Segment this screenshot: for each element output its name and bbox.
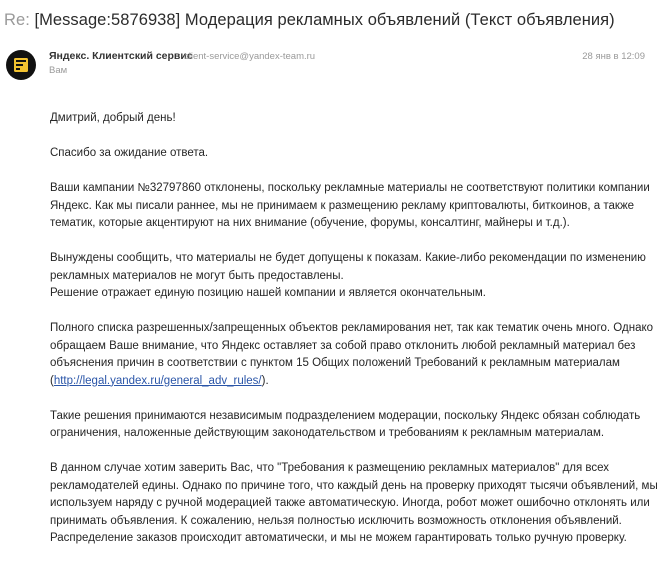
paragraph-line: Вынуждены сообщить, что материалы не будет допущены к показам. Какие-либо рекомендации по изменению bbox=[50, 252, 646, 264]
message-subject bbox=[4, 11, 615, 30]
paragraph-line: Такие решения принимаются независимым подразделением модерации, поскольку Яндекс обязан соблюдать bbox=[50, 409, 641, 422]
paragraph-line: Распределение заказов происходит автоматически, и мы не можем гарантировать только ручную проверку. bbox=[50, 532, 627, 544]
paragraph-line: используем наряду с ручной модерацией также автоматическую. Иногда, робот может ошибочно отклонять или bbox=[50, 497, 650, 509]
paragraph-line: Ваши кампании №32797860 отклонены, поскольку рекламные материалы не соответствуют политики компании bbox=[50, 182, 650, 194]
greeting: Дмитрий, добрый день! bbox=[50, 112, 176, 124]
paragraph-line bbox=[50, 373, 650, 391]
paragraph-line: ограничения, наложенные действующим законодательством и требованиям к рекламным материалам. bbox=[50, 427, 605, 439]
paragraph-line: тематик, которые акцентируют на них внимание (обучение, форумы, консалтинг, майнеры и т.д.). bbox=[50, 217, 570, 229]
sender-name[interactable]: Яндекс. Клиентский сервис bbox=[49, 50, 193, 62]
paragraph-decision bbox=[50, 250, 650, 303]
paragraph-line: Яндекс. Как мы писали раннее, мы не принимаем к размещению рекламу криптовалюты, биткоинов, а также bbox=[50, 199, 635, 212]
paragraph-assurance bbox=[50, 460, 658, 548]
subject-prefix: Re: bbox=[4, 11, 30, 29]
paragraph-line: рекламных материалов не могут быть предоставлены. bbox=[50, 269, 344, 282]
paragraph-rules bbox=[50, 320, 654, 390]
paragraph-line: Решение отражает единую позицию нашей компании и является окончательным. bbox=[50, 287, 486, 299]
rules-link[interactable]: http://legal.yandex.ru/general_adv_rules/ bbox=[53, 374, 262, 387]
paragraph-line: объяснения причин в соответствии с пунктом 15 Общих положений Требований к рекламным материалам bbox=[50, 357, 620, 369]
paragraph-line: рекламодателей едины. Однако по причине того, что каждый день на проверку приходят тысячи объявлений, мы bbox=[50, 479, 658, 492]
paragraph-line: обращаем Ваше внимание, что Яндекс оставляет за собой право отклонить любой рекламный материал без bbox=[50, 339, 636, 352]
yandex-service-icon bbox=[13, 57, 29, 73]
paragraph-line: принимать объявления. К сожалению, нельзя полностью исключить возможность отклонения объявлений. bbox=[50, 514, 622, 527]
message-body bbox=[50, 110, 658, 565]
paragraph-line: Полного списка разрешенных/запрещенных объектов рекламирования нет, так как тематик очень много. Однако bbox=[50, 322, 654, 334]
paragraph-moderation bbox=[50, 408, 650, 443]
sender-email[interactable]: client-service@yandex-team.ru bbox=[184, 51, 316, 62]
message-date: 28 янв в 12:09 bbox=[582, 51, 645, 62]
link-paren-close: ). bbox=[261, 374, 269, 387]
sender-avatar[interactable] bbox=[6, 50, 36, 80]
link-paren-open: ( bbox=[50, 374, 54, 387]
recipient-label: Вам bbox=[49, 65, 68, 76]
paragraph-line: В данном случае хотим заверить Вас, что "Требования к размещению рекламных материалов" для всех bbox=[50, 462, 610, 474]
sender-row bbox=[6, 48, 656, 82]
thanks-line: Спасибо за ожидание ответа. bbox=[50, 147, 209, 159]
paragraph-rejection bbox=[50, 180, 650, 233]
subject-text: [Message:5876938] Модерация рекламных объявлений (Текст объявления) bbox=[34, 11, 615, 29]
